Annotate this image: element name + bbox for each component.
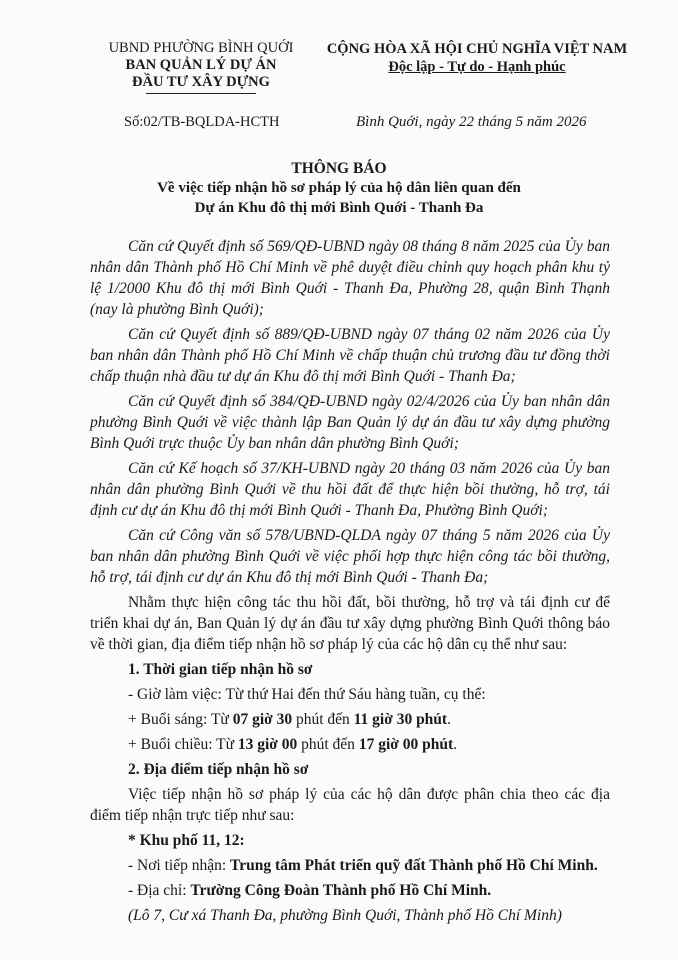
intro-paragraph: Nhằm thực hiện công tác thu hồi đất, bồi thường, hỗ trợ và tái định cư để triển khai dự án, Ban Quản lý dự án đầu tư xây dựng phường Bình Quới thông báo về thời gian, địa điểm tiếp nhận hồ sơ pháp lý của các hộ dân cụ thể như sau: — [90, 594, 610, 653]
receiving-place: - Nơi tiếp nhận: Trung tâm Phát triển quỹ đất Thành phố Hồ Chí Minh. — [128, 857, 598, 874]
working-hours: - Giờ làm việc: Từ thứ Hai đến thứ Sáu hàng tuần, cụ thể: — [128, 686, 486, 703]
document-body — [90, 236, 610, 930]
legal-basis-item: Căn cứ Quyết định số 384/QĐ-UBND ngày 02/4/2026 của Ủy ban nhân dân phường Bình Quới về việc thành lập Ban Quản lý dự án đầu tư xây dựng phường Bình Quới trực thuộc Ủy ban nhân dân phường Bình Quới; — [90, 393, 610, 452]
address-detail: (Lô 7, Cư xá Thanh Đa, phường Bình Quới, Thành phố Hồ Chí Minh) — [128, 907, 562, 924]
agency-parent: UBND PHƯỜNG BÌNH QUỚI — [108, 40, 294, 56]
document-number: Số:02/TB-BQLDA-HCTH — [124, 114, 280, 130]
document-subtitle-line2: Dự án Khu đô thị mới Bình Quới - Thanh Đa — [194, 200, 484, 216]
document-subtitle-line1: Về việc tiếp nhận hồ sơ pháp lý của hộ dân liên quan đến — [157, 180, 521, 196]
document-date: Bình Quới, ngày 22 tháng 5 năm 2026 — [356, 114, 587, 130]
legal-basis-item: Căn cứ Quyết định số 569/QĐ-UBND ngày 08 tháng 8 năm 2025 của Ủy ban nhân dân Thành phố Hồ Chí Minh về phê duyệt điều chỉnh quy hoạch phân khu tỷ lệ 1/2000 Khu đô thị mới Bình Quới - Thanh Đa, Phường 28, quận Bình Thạnh (nay là phường Bình Quới); — [90, 238, 610, 318]
section-heading-location: 2. Địa điểm tiếp nhận hồ sơ — [128, 761, 309, 778]
morning-hours: + Buổi sáng: Từ 07 giờ 30 phút đến 11 giờ 30 phút. — [128, 711, 451, 728]
document-title: THÔNG BÁO — [291, 160, 387, 177]
agency-name: BAN QUẢN LÝ DỰ ÁN — [125, 57, 277, 73]
national-header — [318, 40, 636, 76]
legal-basis-item: Căn cứ Kế hoạch số 37/KH-UBND ngày 20 tháng 03 năm 2026 của Ủy ban nhân dân phường Bình Quới về thu hồi đất để thực hiện bồi thường, hỗ trợ, tái định cư dự án Khu đô thị mới Bình Quới - Thanh Đa, Phường Bình Quới; — [90, 460, 610, 519]
legal-basis-item: Căn cứ Quyết định số 889/QĐ-UBND ngày 07 tháng 02 năm 2026 của Ủy ban nhân dân Thành phố Hồ Chí Minh về chấp thuận chủ trương đầu tư đồng thời chấp thuận nhà đầu tư dự án Khu đô thị mới Bình Quới - Thanh Đa; — [90, 326, 610, 385]
section-heading-time: 1. Thời gian tiếp nhận hồ sơ — [128, 661, 313, 678]
header-divider — [146, 93, 256, 94]
national-title: CỘNG HÒA XÃ HỘI CHỦ NGHĨA VIỆT NAM — [326, 41, 628, 57]
afternoon-hours: + Buổi chiều: Từ 13 giờ 00 phút đến 17 giờ 00 phút. — [128, 736, 457, 753]
receiving-address: - Địa chỉ: Trường Công Đoàn Thành phố Hồ Chí Minh. — [128, 882, 492, 899]
area-label: * Khu phố 11, 12: — [128, 832, 245, 849]
legal-basis-item: Căn cứ Công văn số 578/UBND-QLDA ngày 07 tháng 5 năm 2026 của Ủy ban nhân dân phường Bình Quới về việc phối hợp thực hiện công tác bồi thường, hỗ trợ, tái định cư dự án Khu đô thị mới Bình Quới - Thanh Đa; — [90, 527, 610, 586]
location-intro: Việc tiếp nhận hồ sơ pháp lý của các hộ dân được phân chia theo các địa điểm tiếp nhận trực tiếp như sau: — [90, 786, 610, 824]
national-motto: Độc lập - Tự do - Hạnh phúc — [388, 59, 566, 75]
issuing-agency-header — [86, 40, 316, 94]
agency-name-line2: ĐẦU TƯ XÂY DỰNG — [132, 74, 270, 90]
